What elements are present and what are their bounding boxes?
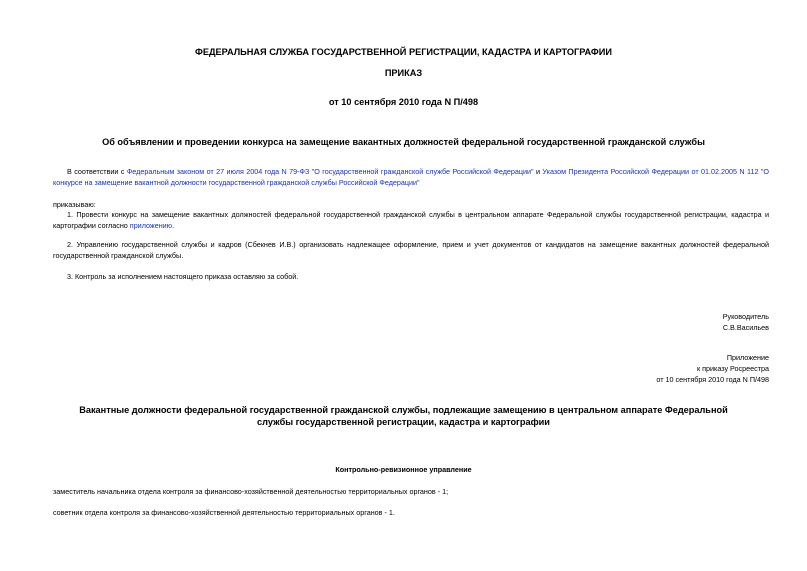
agency-heading: ФЕДЕРАЛЬНАЯ СЛУЖБА ГОСУДАРСТВЕННОЙ РЕГИСТРАЦИИ, КАДАСТРА И КАРТОГРАФИИ [195,47,612,57]
item-1-end: . [172,221,175,230]
item-1-text: 1. Провести конкурс на замещение вакантных должностей федеральной государственной гражданской службы в центральном аппарате Федеральной службы государственной регистрации, кадастра и картографии согласно [53,210,769,230]
signature-name: С.В.Васильев [722,323,769,332]
doc-type-heading: ПРИКАЗ [384,68,423,78]
order-item-1 [53,209,769,231]
order-word: приказываю: [53,200,96,209]
appendix-ref-line-1: Приложение [726,353,769,362]
order-title: Об объявлении и проведении конкурса на замещение вакантных должностей федеральной государственной гражданской службы [102,137,705,147]
federal-law-link[interactable]: Федеральным законом от 27 июля 2004 года N 79-ФЗ "О государственной гражданской службе Российской Федерации" [126,167,534,176]
position-item: советник отдела контроля за финансово-хозяйственной деятельностью территориальных органов - 1. [53,508,395,517]
order-item-2: 2. Управлению государственной службы и кадров (Сбекнев И.В.) организовать надлежащее оформление, прием и учет документов от кандидатов на замещение вакантных должностей федеральной государственной гражданской службы. [53,240,769,260]
department-heading: Контрольно-ревизионное управление [335,465,472,474]
appendix-ref-line-2: к приказу Росреестра [696,364,769,373]
appendix-title: Вакантные должности федеральной государственной гражданской службы, подлежащие замещению в центральном аппарате Федеральной службы государственной регистрации, кадастра и картографии [79,405,728,427]
preamble-text-2: и [533,167,543,176]
appendix-ref-line-3: от 10 сентября 2010 года N П/498 [656,375,769,384]
appendix-reference [656,352,769,385]
order-item-3: 3. Контроль за исполнением настоящего приказа оставляю за собой. [67,272,299,281]
preamble-text-1: В соответствии с [67,167,127,176]
presidential-decree-link[interactable]: Указом Президента Российской Федерации от 01.02.2005 N 112 "О конкурсе на замещение вакантной должности государственной гражданской службы Российской Федерации" [53,167,769,187]
signature-position: Руководитель [722,312,769,321]
signature-block [723,311,769,333]
appendix-link[interactable]: приложению [129,221,173,230]
position-item: заместитель начальника отдела контроля за финансово-хозяйственной деятельностью территориальных органов - 1; [53,487,449,496]
order-date-number: от 10 сентября 2010 года N П/498 [328,97,479,107]
preamble-paragraph [53,166,769,188]
